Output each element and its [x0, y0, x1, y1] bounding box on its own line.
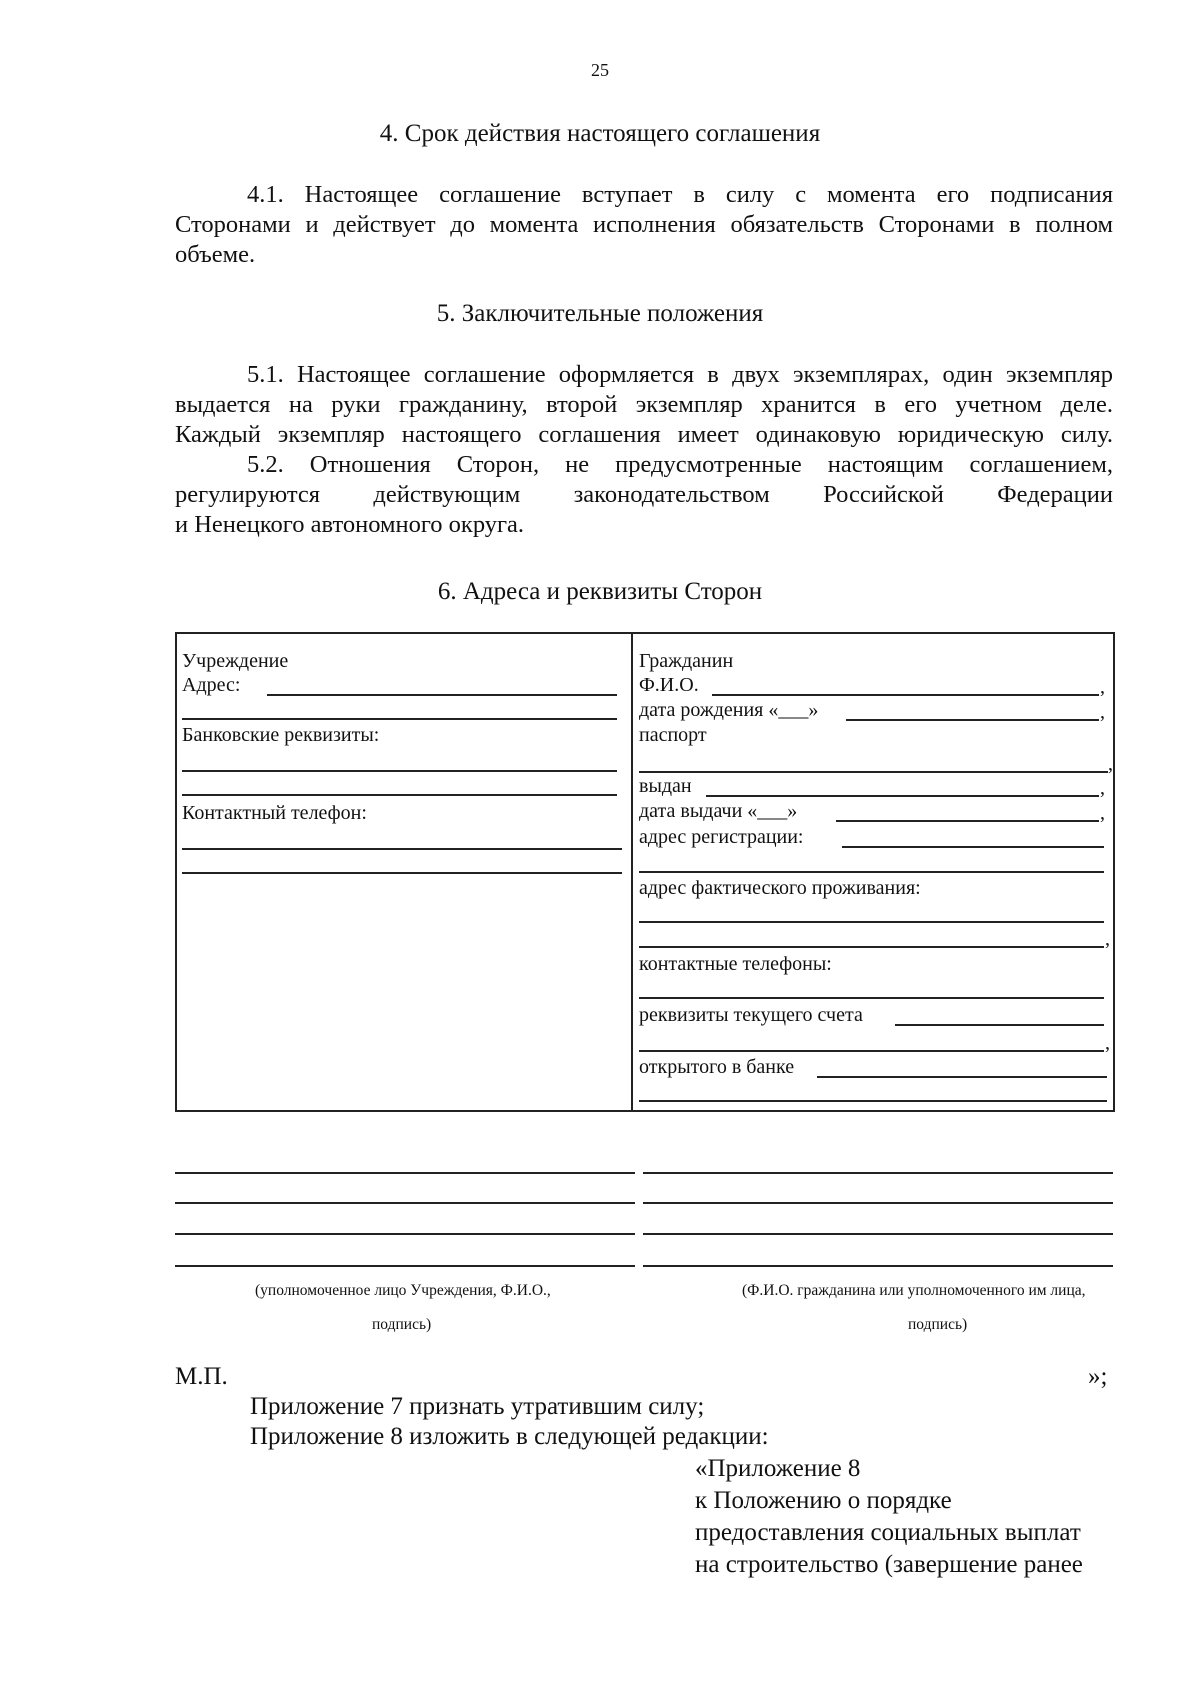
appendix-8-statement: Приложение 8 изложить в следующей редакции:: [250, 1423, 769, 1450]
issued-by-comma: ,: [1100, 777, 1105, 799]
contact-phones-line[interactable]: [639, 997, 1104, 999]
fio-label: Ф.И.О.: [639, 674, 699, 696]
citizen-signature-line-1[interactable]: [643, 1172, 1113, 1174]
bank-requisites-line-1[interactable]: [182, 770, 617, 772]
registration-address-line-2[interactable]: [639, 871, 1104, 873]
institution-address-label: Адрес:: [182, 674, 241, 696]
issued-by-label: выдан: [639, 775, 692, 797]
institution-label: Учреждение: [182, 650, 289, 672]
appendix-8-title-line-3: предоставления социальных выплат: [695, 1519, 1081, 1546]
appendix-8-title-line-4: на строительство (завершение ранее: [695, 1551, 1083, 1578]
birth-date-label: дата рождения «___»: [639, 699, 819, 721]
institution-signature-caption-2: подпись): [372, 1316, 432, 1333]
birth-date-line[interactable]: [846, 719, 1099, 721]
citizen-signature-caption-1: (Ф.И.О. гражданина или уполномоченного им лица,: [742, 1282, 1086, 1299]
citizen-signature-caption-2: подпись): [908, 1316, 968, 1333]
appendix-8-title-line-1: «Приложение 8: [695, 1455, 861, 1482]
account-requisites-line-1[interactable]: [895, 1024, 1104, 1026]
bank-name-line-2[interactable]: [639, 1100, 1107, 1102]
stamp-place-label: М.П.: [175, 1363, 228, 1390]
institution-signature-line-4[interactable]: [175, 1265, 635, 1267]
section-4-heading: 4. Срок действия настоящего соглашения: [379, 120, 821, 147]
account-requisites-label: реквизиты текущего счета: [639, 1004, 863, 1026]
registration-address-label: адрес регистрации:: [639, 826, 804, 848]
institution-address-line-2[interactable]: [182, 718, 617, 720]
passport-comma: ,: [1108, 753, 1113, 775]
appendix-8-title-line-2: к Положению о порядке: [695, 1487, 952, 1514]
bank-requisites-label: Банковские реквизиты:: [182, 724, 380, 746]
citizen-signature-line-2[interactable]: [643, 1202, 1113, 1204]
bank-name-line-1[interactable]: [817, 1076, 1107, 1078]
institution-signature-line-3[interactable]: [175, 1233, 635, 1235]
account-requisites-line-2[interactable]: [639, 1050, 1104, 1052]
passport-label: паспорт: [639, 724, 707, 746]
closing-quote: »;: [1088, 1363, 1108, 1390]
section-5-heading: 5. Заключительные положения: [436, 300, 764, 327]
issue-date-label: дата выдачи «___»: [639, 800, 798, 822]
appendix-7-statement: Приложение 7 признать утратившим силу;: [250, 1393, 705, 1420]
contact-phone-line-1[interactable]: [182, 848, 622, 850]
institution-signature-line-2[interactable]: [175, 1202, 635, 1204]
actual-address-label: адрес фактического проживания:: [639, 877, 921, 899]
issued-by-line[interactable]: [706, 795, 1099, 797]
actual-address-line-2[interactable]: [639, 946, 1104, 948]
citizen-signature-line-3[interactable]: [643, 1233, 1113, 1235]
registration-address-line-1[interactable]: [842, 846, 1104, 848]
contact-phone-label: Контактный телефон:: [182, 802, 367, 824]
citizen-label: Гражданин: [639, 650, 734, 672]
section-5-paragraph-1: 5.1. Настоящее соглашение оформляется в двух экземплярах, один экземпляр выдается на руки гражданину, второй экземпляр хранится в его учетном деле. Каждый экземпляр настоящего соглашения имеет одинаковую юридическую силу.: [175, 361, 1113, 448]
contact-phones-label: контактные телефоны:: [639, 953, 832, 975]
section-4-paragraph: 4.1. Настоящее соглашение вступает в силу с момента его подписания Сторонами и действует до момента исполнения обязательств Сторонами в полном объеме.: [175, 181, 1113, 268]
contact-phone-line-2[interactable]: [182, 872, 622, 874]
bank-requisites-line-2[interactable]: [182, 794, 617, 796]
actual-address-comma: ,: [1105, 928, 1110, 950]
fio-line[interactable]: [712, 694, 1099, 696]
page-number: 25: [591, 60, 609, 80]
birth-date-comma: ,: [1100, 701, 1105, 723]
account-requisites-comma: ,: [1105, 1032, 1110, 1054]
institution-signature-caption-1: (уполномоченное лицо Учреждения, Ф.И.О.,: [255, 1282, 551, 1299]
issue-date-comma: ,: [1100, 802, 1105, 824]
section-6-heading: 6. Адреса и реквизиты Сторон: [437, 578, 763, 605]
citizen-signature-line-4[interactable]: [643, 1265, 1113, 1267]
fio-comma: ,: [1100, 676, 1105, 698]
actual-address-line-1[interactable]: [639, 921, 1104, 923]
issue-date-line[interactable]: [836, 820, 1099, 822]
table-divider: [631, 632, 633, 1112]
section-5-paragraph-2: 5.2. Отношения Сторон, не предусмотренные настоящим соглашением, регулируются действующим законодательством Российской Федерации и Ненецкого автономного округа.: [175, 451, 1113, 538]
passport-line[interactable]: [639, 771, 1108, 773]
institution-signature-line-1[interactable]: [175, 1172, 635, 1174]
institution-address-line-1[interactable]: [267, 694, 617, 696]
bank-name-label: открытого в банке: [639, 1056, 795, 1078]
